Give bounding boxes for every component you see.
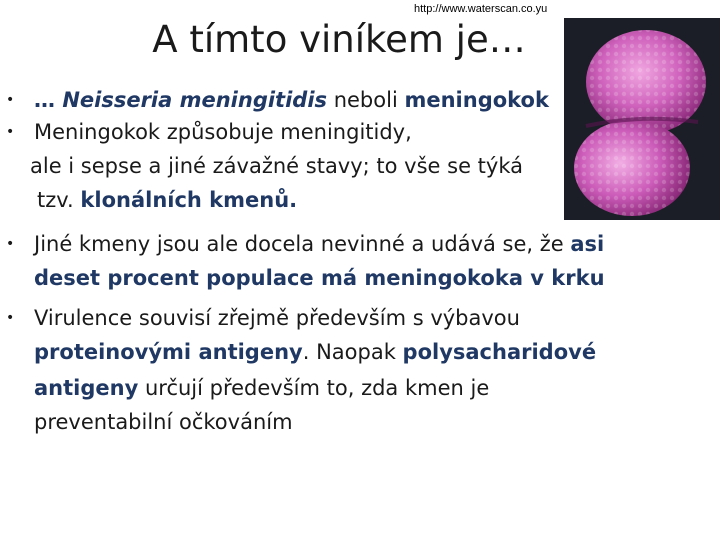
body-text: preventabilní očkováním: [34, 410, 293, 434]
bullet-4-line-4: [34, 406, 293, 438]
bullet-1-line-1: [34, 84, 549, 116]
body-text: . Naopak: [302, 340, 403, 364]
highlighted-text: asi: [570, 232, 605, 256]
highlighted-text: antigeny: [34, 376, 139, 400]
highlighted-text: meningokok: [404, 88, 549, 112]
highlighted-text: Neisseria meningitidis: [62, 88, 328, 112]
bullet-marker: •: [6, 310, 15, 326]
bullet-3-line-2: [34, 262, 605, 294]
body-text: tzv.: [37, 188, 81, 212]
body-text: Meningokok způsobuje meningitidy,: [34, 120, 412, 144]
bullet-marker: •: [6, 236, 15, 252]
highlighted-text: polysacharidové: [402, 340, 597, 364]
bullet-marker: •: [6, 92, 15, 108]
body-text: Jiné kmeny jsou ale docela nevinné a udává se, že: [34, 232, 571, 256]
body-text: ale i sepse a jiné závažné stavy; to vše se týká: [30, 154, 523, 178]
bacteria-image: [564, 18, 720, 220]
bullet-2-line-2: [30, 150, 523, 182]
highlighted-text: deset procent populace má meningokoka v krku: [34, 266, 605, 290]
bullet-2-line-3: [37, 184, 297, 216]
bullet-2-line-1: [34, 116, 412, 148]
bullet-4-line-3: [34, 372, 489, 404]
body-text: Virulence souvisí zřejmě především s výbavou: [34, 306, 520, 330]
source-url: http://www.waterscan.co.yu: [414, 3, 548, 15]
highlighted-text: proteinovými antigeny: [34, 340, 303, 364]
body-text: neboli: [327, 88, 405, 112]
bullet-marker: •: [6, 124, 15, 140]
body-text: určují především to, zda kmen je: [138, 376, 490, 400]
bullet-3-line-1: [34, 228, 604, 260]
bullet-4-line-2: [34, 336, 596, 368]
neisseria-micrograph-icon: [564, 18, 720, 220]
slide-title: A tímto viníkem je…: [152, 18, 526, 61]
bullet-4-line-1: [34, 302, 520, 334]
highlighted-text: …: [34, 88, 63, 112]
highlighted-text: klonálních kmenů.: [80, 188, 298, 212]
